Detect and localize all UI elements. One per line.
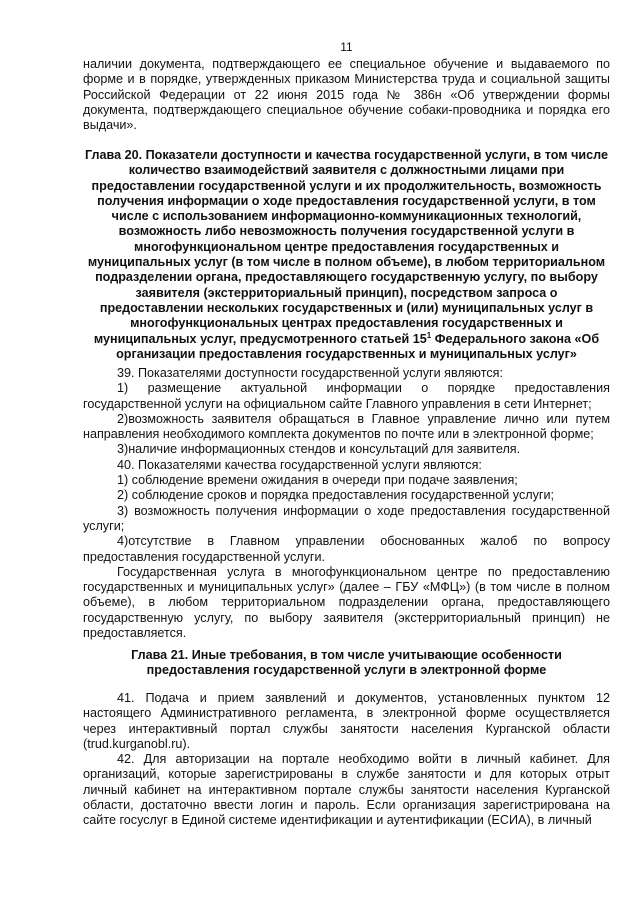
paragraph-39-item-3: 3)наличие информационных стендов и консультаций для заявителя. [117,442,521,457]
chapter-20-heading-superscript: 1 [426,330,432,340]
chapter-20-body [83,366,610,641]
page-number: 11 [340,40,353,54]
paragraph-41: 41. Подача и прием заявлений и документов, установленных пунктом 12 настоящего Административного регламента, в электронной форме осуществляется через интерактивный портал службы занятости населения Курганской области (trud.kurganobl.ru). [83,691,610,751]
paragraph-40-item-2: 2) соблюдение сроков и порядка предоставления государственной услуги; [117,488,555,503]
paragraph-40: 40. Показателями качества государственной услуги являются: [117,457,482,472]
intro-paragraph-block [83,57,610,133]
paragraph-39-item-1: 1) размещение актуальной информации о порядке предоставления государственной услуги на официальном сайте Главного управления в сети Интернет; [83,381,610,411]
chapter-21-heading-block [83,648,610,679]
paragraph-39: 39. Показателями доступности государственной услуги являются: [117,366,503,380]
intro-paragraph: наличии документа, подтверждающего ее специальное обучение и выдаваемого по форме и в порядке, утвержденных приказом Министерства труда и социальной защиты Российской Федерации от 22 июня 2015 года № 386н «Об утверждении формы документа, подтверждающего специальное обучение собаки-проводника и порядка его выдачи». [83,57,610,133]
chapter-20-heading-text-end: Федерального закона «Об организации предоставления государственных и муниципальных услуг» [116,331,600,361]
paragraph-40-item-4: 4)отсутствие в Главном управлении обоснованных жалоб по вопросу предоставления государственной услуги. [83,534,610,564]
chapter-20-heading-text: Глава 20. Показатели доступности и качества государственной услуги, в том числе количество взаимодействий заявителя с должностными лицами при предоставлении государственной услуги и их продолжительность, возможность получения информации о ходе предоставления государственной услуги, в том числе с использованием информационно-коммуникационных технологий, возможность либо невозможность получения государственной услуги в многофункциональном центре предоставления государственных и муниципальных услуг (в том числе в полном объеме), в любом территориальном подразделении органа, предоставляющего государственную услугу, по выбору заявителя (экстерриториальный принцип), посредством запроса о предоставлении нескольких государственных и (или) муниципальных услуг в многофункциональных центрах предоставления государственных и муниципальных услуг, предусмотренного статьей 15 [84,148,608,346]
paragraph-mfc: Государственная услуга в многофункциональном центре по предоставлению государственных и муниципальных услуг» (далее – ГБУ «МФЦ») (в том числе в полном объеме), в любом территориальном подразделении органа, предоставляющего государственную услугу, по выбору заявителя (экстерриториальный принцип) не предоставляется. [83,564,610,641]
chapter-20-heading-block [83,148,610,362]
paragraph-40-item-1: 1) соблюдение времени ожидания в очереди при подаче заявления; [117,473,518,488]
paragraph-40-item-3: 3) возможность получения информации о ходе предоставления государственной услуги; [83,503,610,533]
chapter-20-heading [83,148,610,362]
chapter-21-body [83,691,610,829]
paragraph-42: 42. Для авторизации на портале необходимо войти в личный кабинет. Для организаций, которые зарегистрированы в службе занятости и для которых отрыт личный кабинет на интерактивном портале службы занятости населения Курганской области, достаточно ввести логин и пароль. Если организация зарегистрирована на сайте госуслуг в Единой системе идентификации и аутентификации (ЕСИА), в личный [83,752,610,828]
paragraph-39-item-2: 2)возможность заявителя обращаться в Главное управление лично или путем направления необходимого комплекта документов по почте или в электронной форме; [83,411,610,442]
chapter-21-heading: Глава 21. Иные требования, в том числе учитывающие особенности предоставления государственной услуги в электронной форме [131,648,562,678]
